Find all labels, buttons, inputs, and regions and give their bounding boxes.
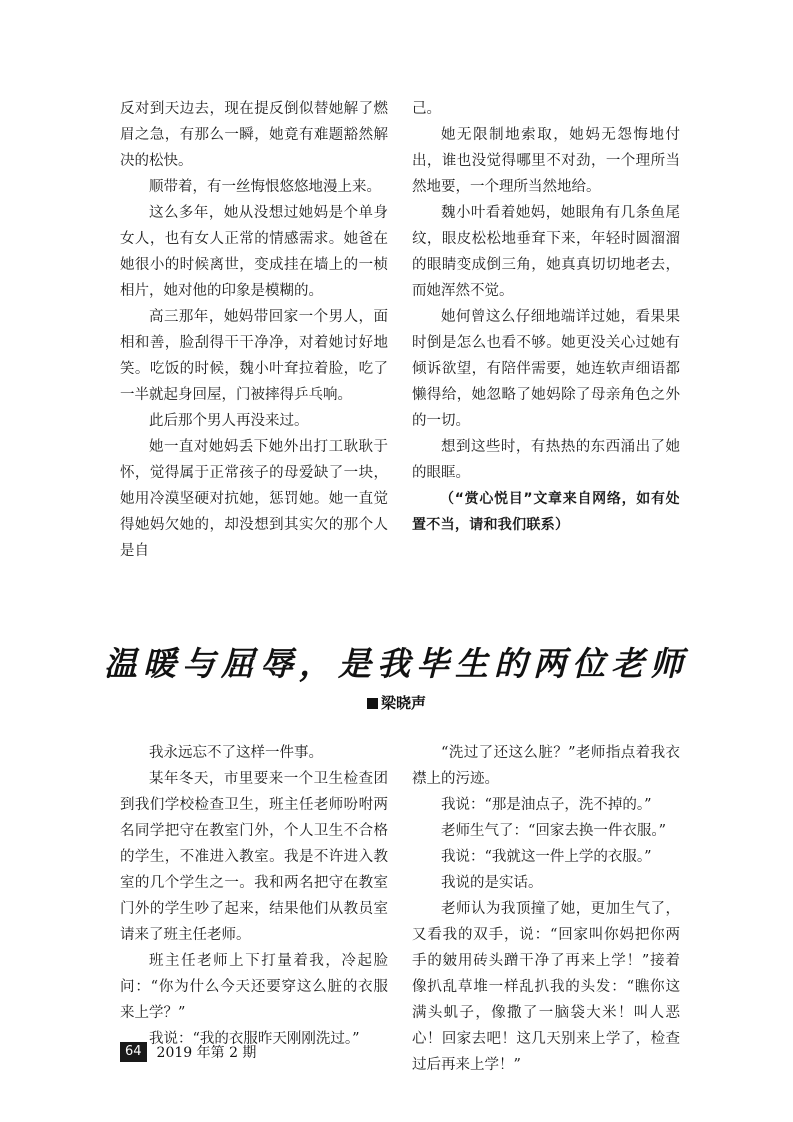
page-footer [120, 1042, 256, 1062]
paragraph: 我说：“我的衣服昨天刚刚洗过。” [149, 1031, 360, 1047]
paragraph: 老师生气了：“回家去换一件衣服。” [441, 823, 667, 839]
lower-right-column [412, 740, 680, 1078]
paragraph: 想到这些时，有热热的东西涌出了她的眼眶。 [412, 439, 680, 481]
paragraph: 这么多年，她从没想过她妈是个单身女人，也有女人正常的情感需求。她爸在她很小的时候离世，变成挂在墙上的一桢相片，她对他的印象是模糊的。 [120, 205, 388, 299]
paragraph: 顺带着，有一丝悔恨悠悠地漫上来。 [149, 179, 381, 195]
lower-left-column [120, 740, 388, 1052]
paragraph: 此后那个男人再没来过。 [149, 413, 309, 429]
article-title: 温暖与屈辱，是我毕生的两位老师 [104, 644, 689, 683]
paragraph: 己。 [412, 101, 441, 117]
paragraph: 我说的是实话。 [441, 875, 543, 891]
upper-left-column [120, 96, 388, 564]
paragraph: 她无限制地索取，她妈无怨悔地付出，谁也没觉得哪里不对劲，一个理所当然地要，一个理所当然地给。 [412, 127, 680, 195]
paragraph: 我说：“那是油点子，洗不掉的。” [441, 797, 652, 813]
source-note: （“赏心悦目”文章来自网络，如有处置不当，请和我们联系） [412, 491, 680, 533]
page-number: 64 [120, 1042, 147, 1062]
paragraph: 她何曾这么仔细地端详过她，看果果时倒是怎么也看不够。她更没关心过她有倾诉欲望，有陪伴需要，她连软声细语都懒得给，她忽略了她妈除了母亲角色之外的一切。 [412, 309, 680, 429]
paragraph: 我说：“我就这一件上学的衣服。” [441, 849, 652, 865]
paragraph: 她一直对她妈丢下她外出打工耿耿于怀，觉得属于正常孩子的母爱缺了一块，她用冷漠坚硬对抗她，惩罚她。她一直觉得她妈欠她的，却没想到其实欠的那个人是自 [120, 439, 388, 559]
issue-label: 2019 年第 2 期 [156, 1045, 257, 1061]
square-marker-icon [367, 698, 378, 709]
paragraph: 我永远忘不了这样一件事。 [149, 745, 323, 761]
author-byline [0, 692, 793, 713]
author-name: 梁晓声 [380, 694, 426, 712]
paragraph: 老师认为我顶撞了她，更加生气了，又看我的双手，说：“回家叫你妈把你两手的皴用砖头蹭干净了再来上学！”接着像扒乱草堆一样乱扒我的头发：“瞧你这满头虮子，像撒了一脑袋大米！叫人恶心！回家去吧！这几天别来上学了，检查过后再来上学！” [412, 901, 680, 1073]
paragraph: 班主任老师上下打量着我，冷起脸问：“你为什么今天还要穿这么脏的衣服来上学？” [120, 953, 388, 1021]
upper-right-column [412, 96, 680, 538]
paragraph: 高三那年，她妈带回家一个男人，面相和善，脸刮得干干净净，对着她讨好地笑。吃饭的时候，魏小叶耷拉着脸，吃了一半就起身回屋，门被摔得乒乓响。 [120, 309, 388, 403]
paragraph: 反对到天边去，现在提反倒似替她解了燃眉之急，有那么一瞬，她竟有难题豁然解决的松快。 [120, 101, 388, 169]
paragraph: 某年冬天，市里要来一个卫生检查团到我们学校检查卫生，班主任老师吩咐两名同学把守在教室门外，个人卫生不合格的学生，不准进入教室。我是不许进入教室的几个学生之一。我和两名把守在教室门外的学生吵了起来，结果他们从教员室请来了班主任老师。 [120, 771, 388, 943]
paragraph: 魏小叶看着她妈，她眼角有几条鱼尾纹，眼皮松松地垂耷下来，年轻时圆溜溜的眼睛变成倒三角，她真真切切地老去，而她浑然不觉。 [412, 205, 680, 299]
paragraph: “洗过了还这么脏？”老师指点着我衣襟上的污迹。 [412, 745, 680, 787]
